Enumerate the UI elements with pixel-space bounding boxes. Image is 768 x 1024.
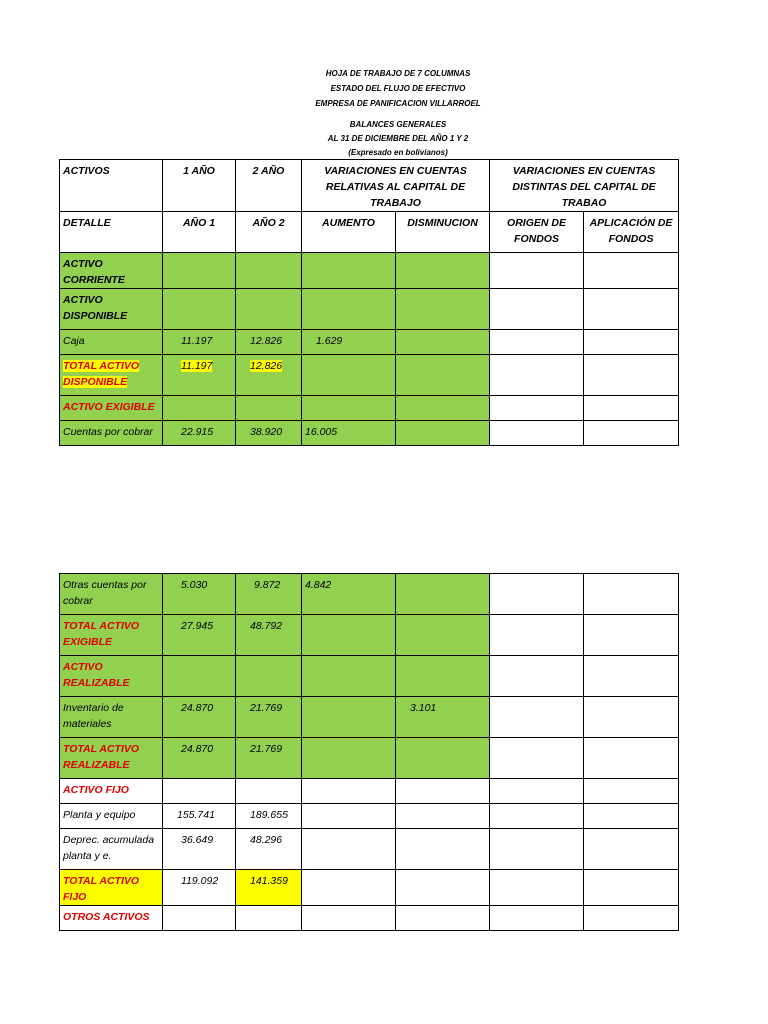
- cell-origen: [490, 396, 584, 421]
- cell-aplicacion: [584, 574, 679, 615]
- cell-ano-1: 22.915: [163, 421, 236, 446]
- cell-disminucion: [396, 656, 490, 697]
- col-variaciones-distintas: VARIACIONES EN CUENTAS DISTINTAS DEL CAPITAL DE TRABAO: [490, 160, 679, 212]
- cell-ano-2: 48.296: [236, 829, 302, 870]
- row-label: TOTAL ACTIVO EXIGIBLE: [60, 615, 163, 656]
- cell-aumento: 4.842: [302, 574, 396, 615]
- document-heading: [0, 66, 768, 159]
- cell-ano-1: 155.741: [163, 804, 236, 829]
- cell-disminucion: [396, 574, 490, 615]
- cell-disminucion: [396, 355, 490, 396]
- cell-origen: [490, 253, 584, 289]
- cell-aplicacion: [584, 738, 679, 779]
- cell-disminucion: [396, 906, 490, 931]
- table-row: [60, 355, 679, 396]
- cell-origen: [490, 829, 584, 870]
- cell-origen: [490, 289, 584, 330]
- table-row: [60, 804, 679, 829]
- cell-disminucion: [396, 738, 490, 779]
- table-row: [60, 574, 679, 615]
- highlighted-label: TOTAL ACTIVO DISPONIBLE: [63, 360, 140, 388]
- cell-disminucion: [396, 870, 490, 906]
- cell-ano-2: [236, 289, 302, 330]
- heading-line-6: (Expresado en bolivianos): [348, 148, 448, 157]
- col-1-ano: 1 AÑO: [163, 160, 236, 212]
- cell-ano-2: 12.826: [236, 330, 302, 355]
- cell-aplicacion: [584, 396, 679, 421]
- col-disminucion: DISMINUCION: [396, 212, 490, 253]
- cell-ano-2: 21.769: [236, 738, 302, 779]
- row-label: Caja: [60, 330, 163, 355]
- cell-disminucion: 3.101: [396, 697, 490, 738]
- cell-origen: [490, 870, 584, 906]
- cell-origen: [490, 574, 584, 615]
- cell-ano-1: 119.092: [163, 870, 236, 906]
- cell-ano-2: 189.655: [236, 804, 302, 829]
- cell-aplicacion: [584, 697, 679, 738]
- heading-line-3: EMPRESA DE PANIFICACION VILLARROEL: [315, 99, 481, 108]
- cell-aplicacion: [584, 421, 679, 446]
- cell-aplicacion: [584, 289, 679, 330]
- row-label: Deprec. acumulada planta y e.: [60, 829, 163, 870]
- cell-origen: [490, 697, 584, 738]
- table-row: [60, 870, 679, 906]
- cell-disminucion: [396, 421, 490, 446]
- col-detalle: DETALLE: [60, 212, 163, 253]
- cell-aumento: [302, 779, 396, 804]
- cell-disminucion: [396, 289, 490, 330]
- table-row: [60, 253, 679, 289]
- cell-aumento: [302, 355, 396, 396]
- highlighted-value: 11.197: [181, 360, 213, 372]
- cell-aumento: [302, 906, 396, 931]
- cell-ano-1: [163, 289, 236, 330]
- table-row: [60, 615, 679, 656]
- cell-disminucion: [396, 330, 490, 355]
- cell-ano-2: [236, 253, 302, 289]
- cell-origen: [490, 330, 584, 355]
- cell-origen: [490, 738, 584, 779]
- cell-ano-1: 11.197: [163, 330, 236, 355]
- cell-ano-1: [163, 355, 236, 396]
- row-label: Cuentas por cobrar: [60, 421, 163, 446]
- cell-aplicacion: [584, 656, 679, 697]
- cell-origen: [490, 906, 584, 931]
- cell-ano-1: 36.649: [163, 829, 236, 870]
- cell-aplicacion: [584, 906, 679, 931]
- cell-ano-2: [236, 355, 302, 396]
- row-label: Planta y equipo: [60, 804, 163, 829]
- cell-ano-1: 24.870: [163, 697, 236, 738]
- table-row: [60, 656, 679, 697]
- header-row-1: [60, 160, 679, 212]
- cell-disminucion: [396, 253, 490, 289]
- cell-aumento: 1.629: [302, 330, 396, 355]
- table-row: [60, 421, 679, 446]
- header-row-2: [60, 212, 679, 253]
- row-label: TOTAL ACTIVO FIJO: [60, 870, 163, 906]
- table-row: [60, 396, 679, 421]
- cell-ano-1: [163, 253, 236, 289]
- cell-ano-1: [163, 906, 236, 931]
- cell-aumento: [302, 804, 396, 829]
- cell-origen: [490, 779, 584, 804]
- cell-disminucion: [396, 804, 490, 829]
- cell-ano-2: [236, 396, 302, 421]
- table-row: [60, 697, 679, 738]
- cell-ano-1: 24.870: [163, 738, 236, 779]
- col-variaciones-relativas: VARIACIONES EN CUENTAS RELATIVAS AL CAPITAL DE TRABAJO: [302, 160, 490, 212]
- cell-ano-2: [236, 906, 302, 931]
- cell-disminucion: [396, 615, 490, 656]
- row-label: OTROS ACTIVOS: [60, 906, 163, 931]
- highlighted-value: 12.826: [250, 360, 283, 372]
- cell-ano-1: [163, 656, 236, 697]
- col-ano-1: AÑO 1: [163, 212, 236, 253]
- cell-aumento: [302, 253, 396, 289]
- cell-aumento: [302, 738, 396, 779]
- cell-aplicacion: [584, 804, 679, 829]
- table-row: [60, 289, 679, 330]
- cell-aplicacion: [584, 829, 679, 870]
- cell-ano-2: [236, 656, 302, 697]
- row-label: Inventario de materiales: [60, 697, 163, 738]
- cell-aumento: [302, 396, 396, 421]
- cell-aumento: [302, 870, 396, 906]
- cell-ano-2: 9.872: [236, 574, 302, 615]
- cash-flow-worksheet-table-2: [59, 573, 679, 931]
- table-row: [60, 779, 679, 804]
- cell-ano-1: [163, 396, 236, 421]
- row-label: Otras cuentas por cobrar: [60, 574, 163, 615]
- cell-aplicacion: [584, 615, 679, 656]
- table-row: [60, 330, 679, 355]
- col-2-ano: 2 AÑO: [236, 160, 302, 212]
- row-label: ACTIVO CORRIENTE: [60, 253, 163, 289]
- cell-aplicacion: [584, 253, 679, 289]
- cell-origen: [490, 804, 584, 829]
- cell-aumento: [302, 656, 396, 697]
- cell-aumento: [302, 697, 396, 738]
- heading-line-5: AL 31 DE DICIEMBRE DEL AÑO 1 Y 2: [327, 134, 469, 143]
- heading-line-2: ESTADO DEL FLUJO DE EFECTIVO: [330, 84, 466, 93]
- row-label: ACTIVO REALIZABLE: [60, 656, 163, 697]
- cell-ano-1: 5.030: [163, 574, 236, 615]
- cell-origen: [490, 615, 584, 656]
- cell-disminucion: [396, 779, 490, 804]
- cell-ano-2: 21.769: [236, 697, 302, 738]
- cell-aplicacion: [584, 779, 679, 804]
- cell-ano-2: 38.920: [236, 421, 302, 446]
- cell-ano-1: 27.945: [163, 615, 236, 656]
- col-aplicacion-fondos: APLICACIÓN DE FONDOS: [584, 212, 679, 253]
- table-row: [60, 906, 679, 931]
- row-label: ACTIVO DISPONIBLE: [60, 289, 163, 330]
- cell-disminucion: [396, 396, 490, 421]
- cell-aumento: [302, 829, 396, 870]
- row-label: [60, 355, 163, 396]
- cell-origen: [490, 355, 584, 396]
- col-ano-2: AÑO 2: [236, 212, 302, 253]
- table-row: [60, 829, 679, 870]
- cell-aplicacion: [584, 870, 679, 906]
- cell-aumento: [302, 615, 396, 656]
- cell-aumento: 16.005: [302, 421, 396, 446]
- cell-aplicacion: [584, 330, 679, 355]
- table-row: [60, 738, 679, 779]
- cell-ano-2: [236, 779, 302, 804]
- row-label: ACTIVO FIJO: [60, 779, 163, 804]
- col-origen-fondos: ORIGEN DE FONDOS: [490, 212, 584, 253]
- row-label: TOTAL ACTIVO REALIZABLE: [60, 738, 163, 779]
- heading-line-1: HOJA DE TRABAJO DE 7 COLUMNAS: [325, 69, 471, 78]
- row-label: ACTIVO EXIGIBLE: [60, 396, 163, 421]
- col-aumento: AUMENTO: [302, 212, 396, 253]
- cell-ano-2: 141.359: [236, 870, 302, 906]
- cell-aumento: [302, 289, 396, 330]
- heading-line-4: BALANCES GENERALES: [349, 120, 447, 129]
- cell-disminucion: [396, 829, 490, 870]
- cell-ano-1: [163, 779, 236, 804]
- cell-origen: [490, 656, 584, 697]
- cell-origen: [490, 421, 584, 446]
- cash-flow-worksheet-table-1: [59, 159, 679, 446]
- cell-aplicacion: [584, 355, 679, 396]
- cell-ano-2: 48.792: [236, 615, 302, 656]
- col-activos: ACTIVOS: [60, 160, 163, 212]
